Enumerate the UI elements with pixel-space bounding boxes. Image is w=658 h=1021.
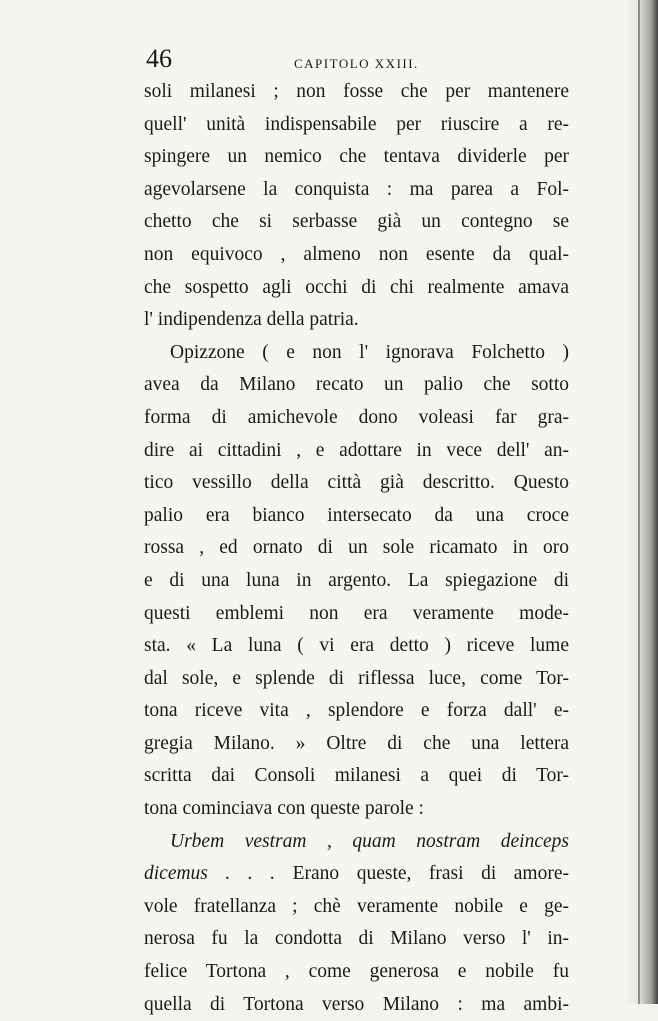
text-line: sta. « La luna ( vi era detto ) riceve lume (144, 635, 569, 657)
text-line: tona riceve vita , splendore e forza dall' e- (144, 700, 569, 722)
running-head: CAPITOLO XXIII. (294, 56, 419, 71)
text-fragment: Erano queste, frasi di amore- (275, 863, 569, 885)
text-line: non equivoco , almeno non esente da qual- (144, 243, 569, 265)
text-line: tona cominciava con queste parole : (144, 798, 424, 820)
text-line: Opizzone ( e non l' ignorava Folchetto ) (170, 341, 569, 363)
text-line: soli milanesi ; non fosse che per mantenere (144, 81, 569, 102)
text-line: quell' unità indispensabile per riuscire a re- (144, 113, 569, 135)
text-line: e di una luna in argento. La spiegazione di (144, 569, 569, 591)
text-line: chetto che si serbasse già un contegno se (144, 211, 569, 233)
text-line-italic: Urbem vestram , quam nostram deinceps (170, 830, 569, 852)
text-line: dire ai cittadini , e adottare in vece dell' an- (144, 439, 569, 461)
text-line-mixed (144, 858, 569, 891)
text-line: tico vessillo della città già descritto. Questo (144, 472, 569, 494)
text-line: felice Tortona , come generosa e nobile fu (144, 961, 569, 983)
text-line: rossa , ed ornato di un sole ricamato in oro (144, 537, 569, 559)
body-text (144, 76, 569, 1021)
page-number: 46 (146, 44, 172, 73)
text-line: spingere un nemico che tentava dividerle per (144, 146, 569, 168)
text-line: questi emblemi non era veramente mode- (144, 602, 569, 624)
text-line: avea da Milano recato un palio che sotto (144, 374, 569, 396)
text-line: palio era bianco intersecato da una croce (144, 504, 569, 526)
text-line: gregia Milano. » Oltre di che una lettera (144, 732, 569, 754)
text-line: quella di Tortona verso Milano : ma ambi- (144, 993, 569, 1015)
text-line: l' indipendenza della patria. (144, 309, 359, 331)
text-line: agevolarsene la conquista : ma parea a Fol- (144, 178, 569, 200)
text-line: che sospetto agli occhi di chi realmente amava (144, 276, 569, 298)
text-line: vole fratellanza ; chè veramente nobile e ge- (144, 895, 569, 917)
text-line: nerosa fu la condotta di Milano verso l' in- (144, 928, 569, 950)
spine-edge (638, 0, 640, 1004)
text-line: dal sole, e splende di riflessa luce, come Tor- (144, 667, 569, 689)
spine-shadow (624, 0, 658, 1004)
text-line: scritta dai Consoli milanesi a quei di Tor- (144, 765, 569, 787)
text-line: forma di amichevole dono voleasi far gra- (144, 406, 569, 428)
latin-quote: dicemus . . . (144, 863, 276, 885)
